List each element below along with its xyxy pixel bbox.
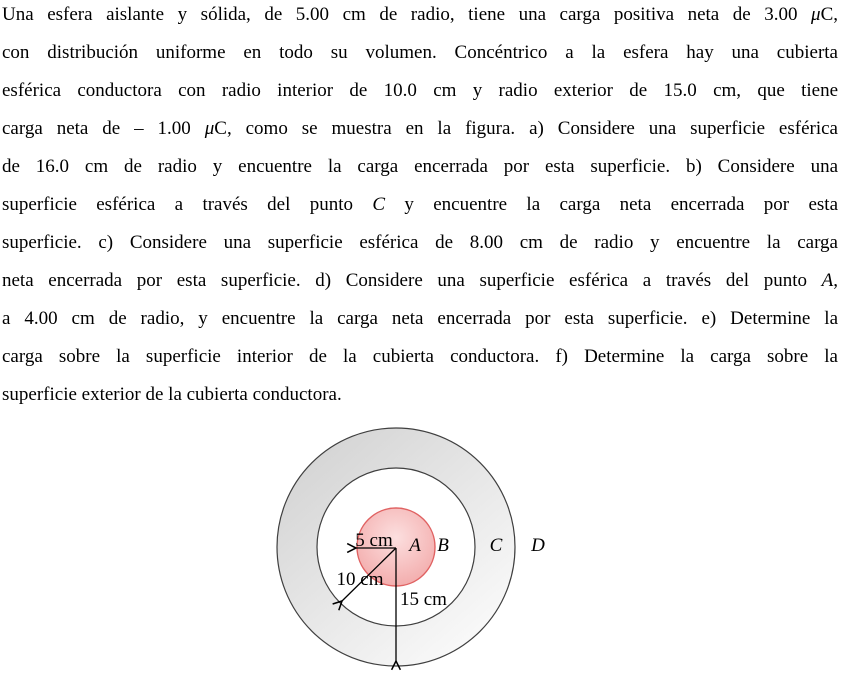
text-run: C, como se muestra en la figura. a) Considere una superficie esférica: [214, 118, 838, 139]
text-run: Una esfera aislante y sólida, de 5.00 cm de radio, tiene una carga positiva neta de 3.00: [2, 4, 812, 25]
label-point-B: B: [437, 535, 449, 556]
text-run: carga neta de – 1.00: [2, 118, 205, 139]
text-run: C,: [820, 4, 838, 25]
text-run: con distribución uniforme en todo su volumen. Concéntrico a la esfera hay una cubierta: [2, 42, 838, 63]
figure-concentric-spheres: [0, 420, 842, 683]
italic-symbol: A: [821, 270, 834, 291]
label-5cm: 5 cm: [355, 530, 393, 551]
text-line: [2, 338, 838, 376]
problem-statement: [2, 0, 838, 414]
text-line: [2, 34, 838, 72]
text-run: neta encerrada por esta superficie. d) Considere una superficie esférica a través del punto: [2, 270, 822, 291]
text-line: [2, 110, 838, 148]
italic-symbol: μ: [204, 118, 215, 139]
text-line: [2, 148, 838, 186]
label-10cm: 10 cm: [336, 569, 384, 590]
italic-symbol: C: [372, 194, 386, 215]
text-line: [2, 224, 838, 262]
label-point-A: A: [409, 535, 421, 556]
italic-symbol: μ: [811, 4, 821, 25]
text-run: superficie. c) Considere una superficie esférica de 8.00 cm de radio y encuentre la carga: [2, 232, 838, 253]
text-run: superficie exterior de la cubierta conductora.: [2, 384, 342, 405]
label-15cm: 15 cm: [400, 589, 447, 610]
text-run: de 16.0 cm de radio y encuentre la carga encerrada por esta superficie. b) Considere una: [2, 156, 838, 177]
text-line: [2, 376, 838, 414]
text-run: y encuentre la carga neta encerrada por esta: [385, 194, 838, 215]
label-point-C: C: [489, 535, 503, 556]
text-run: superficie esférica a través del punto: [2, 194, 373, 215]
text-run: carga sobre la superficie interior de la cubierta conductora. f) Determine la carga sobre la: [2, 346, 838, 367]
text-line: [2, 186, 838, 224]
label-point-D: D: [531, 535, 545, 556]
text-line: [2, 0, 838, 34]
text-line: [2, 72, 838, 110]
text-line: [2, 262, 838, 300]
text-run: esférica conductora con radio interior de 10.0 cm y radio exterior de 15.0 cm, que tiene: [2, 80, 838, 101]
text-run: ,: [833, 270, 838, 291]
text-line: [2, 300, 838, 338]
text-run: a 4.00 cm de radio, y encuentre la carga neta encerrada por esta superficie. e) Determine la: [2, 308, 838, 329]
